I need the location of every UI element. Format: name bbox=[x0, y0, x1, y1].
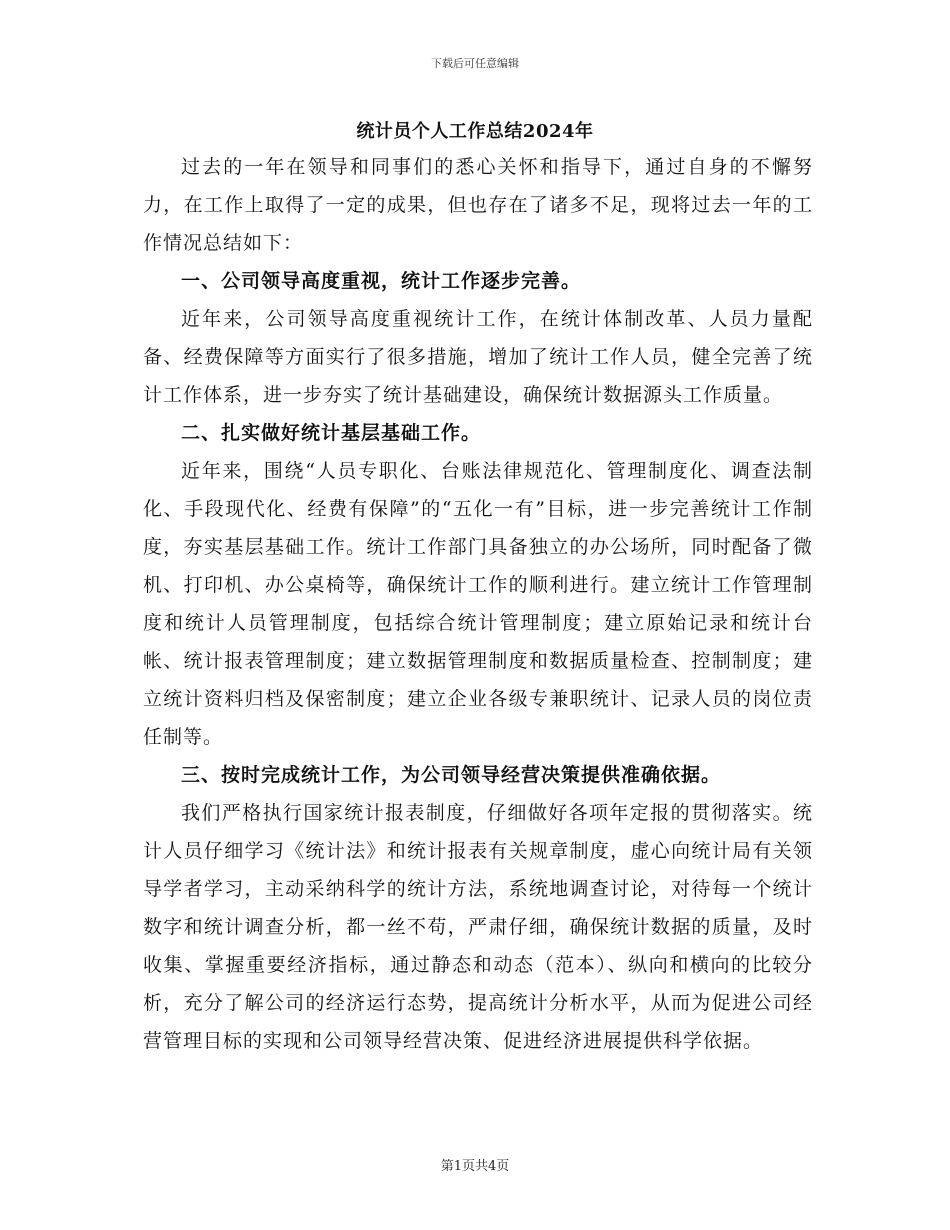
section-body-2: 近年来，围绕“人员专职化、台账法律规范化、管理制度化、调查法制化、手段现代化、经费有保障”的“五化一有”目标，进一步完善统计工作制度，夯实基层基础工作。统计工作部门具备独立的办公场所，同时配备了微机、打印机、办公桌椅等，确保统计工作的顺利进行。建立统计工作管理制度和统计人员管理制度，包括综合统计管理制度；建立原始记录和统计台帐、统计报表管理制度；建立数据管理制度和数据质量检查、控制制度；建立统计资料归档及保密制度；建立企业各级专兼职统计、记录人员的岗位责任制等。 bbox=[143, 460, 813, 748]
section-body-1: 近年来，公司领导高度重视统计工作，在统计体制改革、人员力量配备、经费保障等方面实行了很多措施，增加了统计工作人员，健全完善了统计工作体系，进一步夯实了统计基础建设，确保统计数据源头工作质量。 bbox=[143, 308, 813, 406]
page-footer: 第1页共4页 bbox=[440, 1159, 510, 1174]
intro-paragraph: 过去的一年在领导和同事们的悉心关怀和指导下，通过自身的不懈努力，在工作上取得了一定的成果，但也存在了诸多不足，现将过去一年的工作情况总结如下： bbox=[143, 156, 813, 254]
section-heading-3: 三、按时完成统计工作，为公司领导经营决策提供准确依据。 bbox=[181, 764, 722, 786]
section-heading-2: 二、扎实做好统计基层基础工作。 bbox=[181, 422, 482, 444]
document-title: 统计员个人工作总结2024年 bbox=[356, 121, 594, 142]
header-note: 下载后可任意编辑 bbox=[431, 57, 519, 70]
section-heading-1: 一、公司领导高度重视，统计工作逐步完善。 bbox=[181, 270, 582, 292]
section-body-3: 我们严格执行国家统计报表制度，仔细做好各项年定报的贯彻落实。统计人员仔细学习《统计法》和统计报表有关规章制度，虚心向统计局有关领导学者学习，主动采纳科学的统计方法，系统地调查讨论，对待每一个统计数字和统计调查分析，都一丝不苟，严肃仔细，确保统计数据的质量，及时收集、掌握重要经济指标，通过静态和动态（范本）、纵向和横向的比较分析，充分了解公司的经济运行态势，提高统计分析水平，从而为促进公司经营管理目标的实现和公司领导经营决策、促进经济进展提供科学依据。 bbox=[143, 802, 813, 1052]
document-body bbox=[143, 148, 813, 1060]
